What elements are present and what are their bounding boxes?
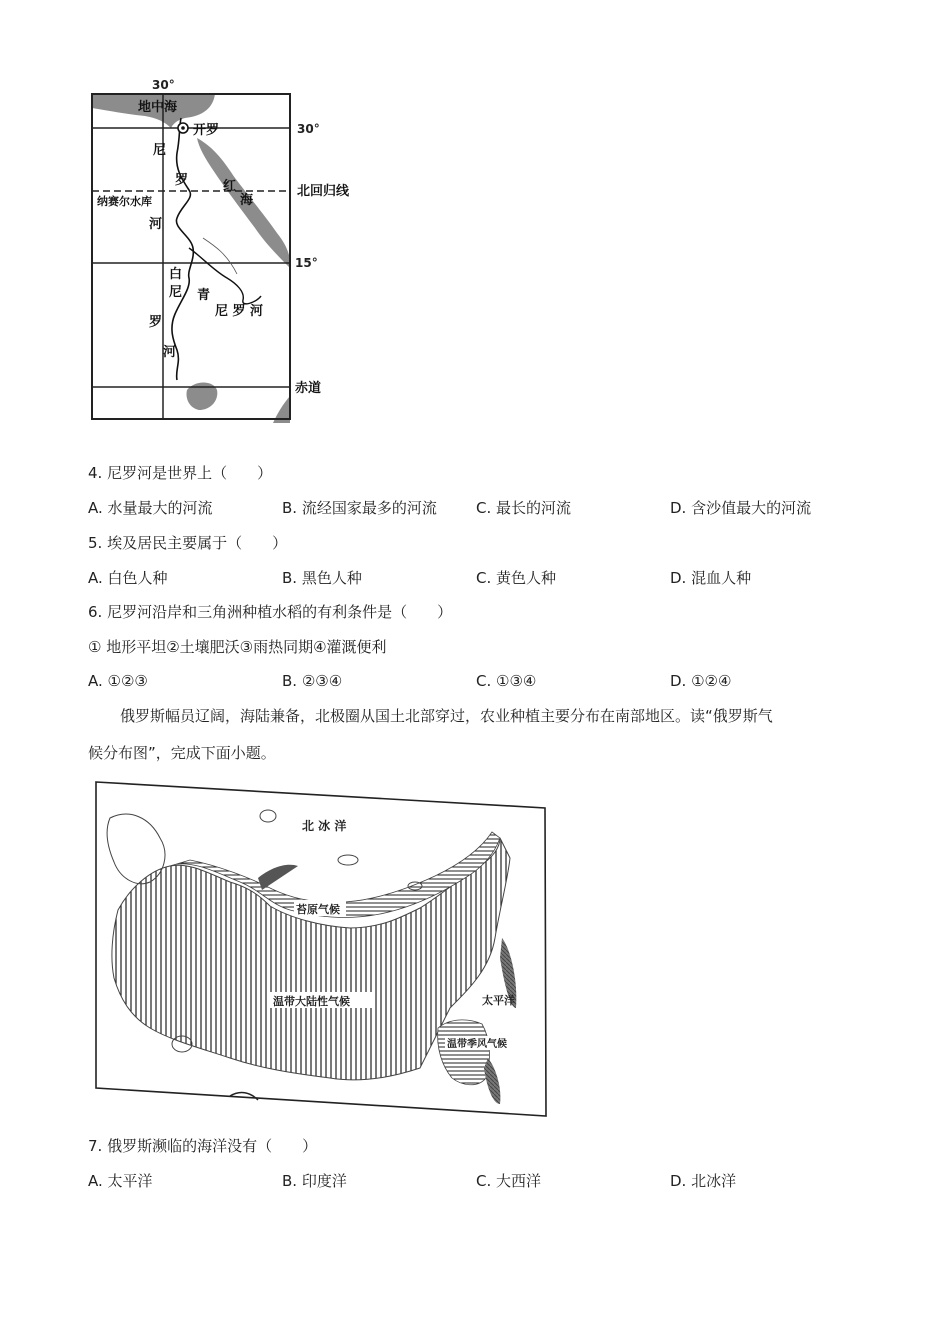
- russia-climate-map: [90, 778, 550, 1118]
- cairo-label: 开罗: [193, 123, 220, 138]
- lat-30-top-label: 30°: [152, 78, 175, 92]
- q7-option-c[interactable]: C. 大西洋: [476, 1172, 542, 1190]
- q6-option-b[interactable]: B. ②③④: [282, 672, 343, 690]
- nasser-label: 纳赛尔水库: [97, 195, 152, 208]
- q5-option-c[interactable]: C. 黄色人种: [476, 569, 557, 587]
- white-nile-char-ni: 尼: [169, 285, 183, 300]
- lat-15-label: 15°: [295, 256, 318, 270]
- tundra-label: 苔原气候: [296, 903, 340, 916]
- white-nile-char-he: 河: [163, 345, 177, 360]
- arctic-ocean-label: 北 冰 洋: [302, 819, 347, 833]
- passage-line-2: 候分布图”，完成下面小题。: [88, 744, 276, 762]
- red-sea-char-hai: 海: [240, 193, 254, 208]
- q4-stem: 4. 尼罗河是世界上（ ）: [88, 464, 273, 482]
- mediterranean-label: 地中海: [138, 100, 178, 115]
- continental-label: 温带大陆性气候: [273, 995, 350, 1008]
- q6-option-d[interactable]: D. ①②④: [670, 672, 732, 690]
- q5-option-d[interactable]: D. 混血人种: [670, 569, 752, 587]
- blue-nile-char-qing: 青: [197, 288, 211, 303]
- nile-char-he: 河: [149, 217, 163, 232]
- equator-label: 赤道: [295, 381, 322, 396]
- q6-option-a[interactable]: A. ①②③: [88, 672, 148, 690]
- nile-char-luo: 罗: [175, 173, 189, 188]
- q7-option-a[interactable]: A. 太平洋: [88, 1172, 153, 1190]
- red-sea-char-hong: 红: [223, 179, 237, 194]
- q4-option-d[interactable]: D. 含沙值最大的河流: [670, 499, 812, 517]
- monsoon-label: 温带季风气候: [447, 1039, 507, 1050]
- blue-nile-label: 尼 罗 河: [215, 304, 264, 319]
- q4-option-b[interactable]: B. 流经国家最多的河流: [282, 499, 437, 517]
- q4-option-a[interactable]: A. 水量最大的河流: [88, 499, 213, 517]
- q6-option-c[interactable]: C. ①③④: [476, 672, 537, 690]
- lat-30-right-label: 30°: [297, 122, 320, 136]
- q6-stem: 6. 尼罗河沿岸和三角洲种植水稻的有利条件是（ ）: [88, 603, 453, 621]
- q7-stem: 7. 俄罗斯濒临的海洋没有（ ）: [88, 1137, 318, 1155]
- white-nile-char-luo: 罗: [149, 315, 163, 330]
- q7-option-b[interactable]: B. 印度洋: [282, 1172, 347, 1190]
- tropic-label: 北回归线: [297, 184, 350, 199]
- nile-map: [85, 78, 375, 423]
- q5-stem: 5. 埃及居民主要属于（ ）: [88, 534, 288, 552]
- q4-option-c[interactable]: C. 最长的河流: [476, 499, 572, 517]
- passage-line-1: 俄罗斯幅员辽阔，海陆兼备，北极圈从国土北部穿过，农业种植主要分布在南部地区。读“俄罗斯气: [120, 707, 773, 725]
- q7-option-d[interactable]: D. 北冰洋: [670, 1172, 737, 1190]
- atbara-line: [203, 238, 237, 274]
- q6-conditions: ① 地形平坦②土壤肥沃③雨热同期④灌溉便利: [88, 638, 387, 656]
- nile-char-ni: 尼: [153, 143, 167, 158]
- white-nile-char-bai: 白: [169, 267, 183, 282]
- pacific-label: 太平洋: [482, 994, 515, 1007]
- q5-option-a[interactable]: A. 白色人种: [88, 569, 168, 587]
- q5-option-b[interactable]: B. 黑色人种: [282, 569, 362, 587]
